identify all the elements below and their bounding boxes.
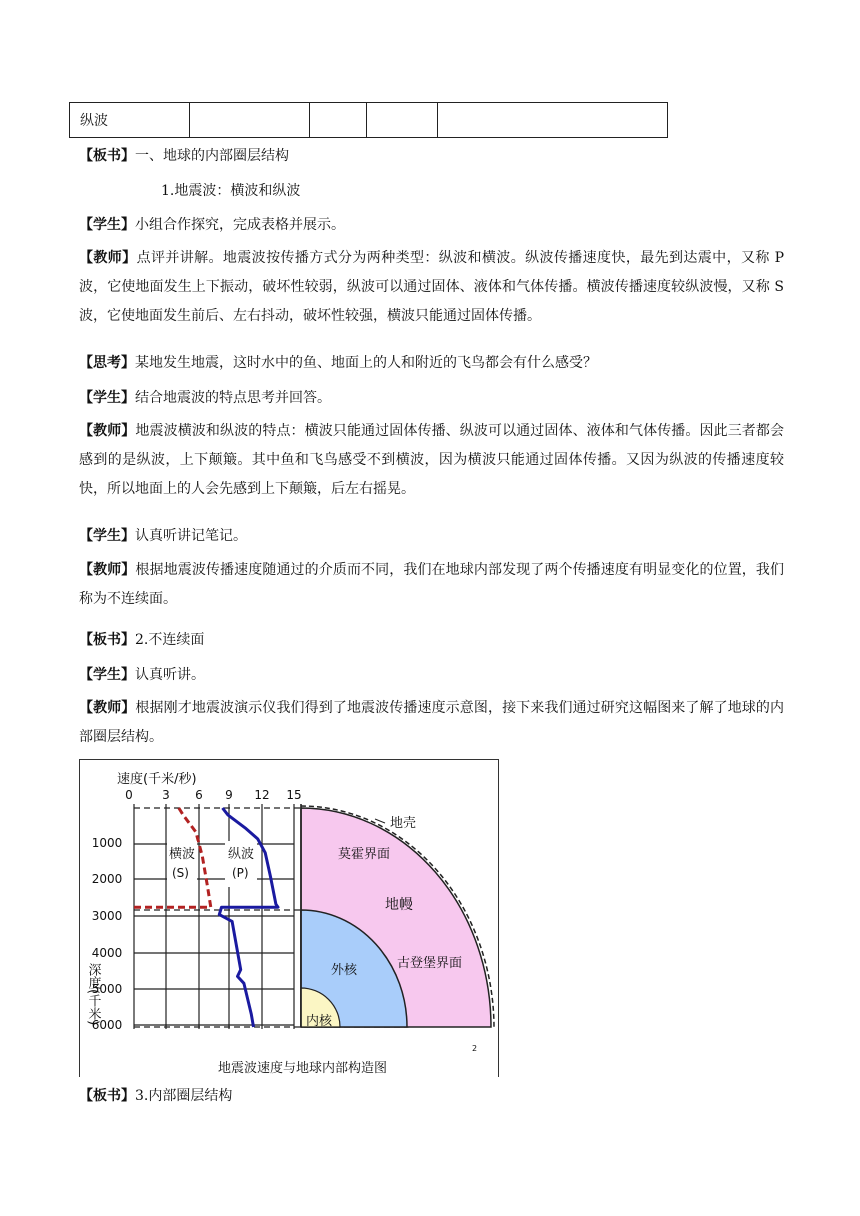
gutenberg-label: 古登堡界面: [397, 956, 463, 971]
line-text: 3.内部圈层结构: [135, 1088, 233, 1104]
p-wave-label: 纵波: [228, 847, 255, 862]
depth-tick: 3000: [91, 909, 123, 923]
student-line-1: [79, 215, 345, 235]
outer-core-label: 外核: [331, 963, 358, 978]
line-tag: 【教师】: [79, 250, 137, 266]
teacher-paragraph-4: [79, 694, 784, 752]
teacher-paragraph-2: [79, 417, 784, 504]
line-tag: 【学生】: [79, 667, 135, 683]
line-tag: 【思考】: [79, 355, 135, 371]
line-tag: 【教师】: [79, 700, 136, 716]
depth-tick: 2000: [91, 872, 123, 886]
line-tag: 【学生】: [79, 528, 135, 544]
line-tag: 【板书】: [79, 148, 135, 164]
depth-tick: 6000: [91, 1018, 123, 1032]
speed-tick: 0: [125, 788, 133, 802]
table-cell-label: 纵波: [70, 103, 190, 138]
table-cell: [438, 103, 668, 138]
speed-tick: 12: [254, 788, 270, 802]
line-tag: 【板书】: [79, 1088, 135, 1104]
line-text: 2.不连续面: [135, 632, 205, 648]
speed-axis-label: 速度(千米/秒): [117, 772, 197, 787]
depth-tick: 5000: [91, 982, 123, 996]
student-line-3: [79, 526, 247, 546]
line-tag: 【板书】: [79, 632, 135, 648]
figure-caption: 地震波速度与地球内部构造图: [218, 1061, 388, 1076]
line-text: 结合地震波的特点思考并回答。: [135, 390, 331, 406]
student-line-4: [79, 665, 205, 685]
s-wave-label: 横波: [169, 847, 196, 862]
table-cell: [367, 103, 438, 138]
table-cell: [310, 103, 367, 138]
crust-label: 地壳: [390, 816, 417, 831]
mantle-label: 地幔: [385, 897, 413, 913]
p-wave-sub: (P): [232, 866, 249, 880]
board-line-2: [161, 181, 300, 201]
speed-tick: 15: [286, 788, 302, 802]
figure-page-mark: 2: [472, 1044, 478, 1053]
line-text: 认真听讲。: [135, 667, 205, 683]
s-wave-sub: (S): [172, 866, 189, 880]
depth-axis-label: 深度(千米): [85, 963, 101, 1026]
line-text: 1.地震波：横波和纵波: [161, 183, 301, 199]
depth-tick: 1000: [91, 836, 123, 850]
teacher-paragraph-1: [79, 244, 784, 331]
think-line: [79, 353, 597, 373]
seismic-wave-figure: [79, 759, 499, 1077]
board-line-3: [79, 630, 204, 650]
line-text: 地震波横波和纵波的特点：横波只能通过固体传播、纵波可以通过固体、液体和气体传播。因此三者都会感到的是纵波，上下颠簸。其中鱼和飞鸟感受不到横波，因为横波只能通过固体传播。又因为纵波的传播速度较快，所以地面上的人会先感到上下颠簸，后左右摇晃。: [79, 423, 785, 497]
line-tag: 【教师】: [79, 562, 136, 578]
board-line-4: [79, 1086, 232, 1106]
line-text: 认真听讲记笔记。: [135, 528, 247, 544]
moho-label: 莫霍界面: [338, 847, 391, 862]
teacher-paragraph-3: [79, 556, 784, 614]
line-text: 点评并讲解。地震波按传播方式分为两种类型：纵波和横波。纵波传播速度快，最先到达震中，又称 P 波，它使地面发生上下振动，破坏性较弱，纵波可以通过固体、液体和气体传播。横波传播速度较纵波慢，又称 S 波，它使地面发生前后、左右抖动，破坏性较强，横波只能通过固体传播。: [79, 250, 784, 324]
line-text: 某地发生地震，这时水中的鱼、地面上的人和附近的飞鸟都会有什么感受？: [135, 355, 597, 371]
inner-core-label: 内核: [306, 1014, 333, 1029]
line-text: 根据地震波传播速度随通过的介质而不同，我们在地球内部发现了两个传播速度有明显变化的位置，我们称为不连续面。: [79, 562, 785, 607]
line-tag: 【教师】: [79, 423, 136, 439]
speed-tick: 3: [162, 788, 170, 802]
board-line-1: [79, 146, 289, 166]
line-text: 小组合作探究，完成表格并展示。: [135, 217, 345, 233]
table-cell: [190, 103, 310, 138]
line-text: 根据刚才地震波演示仪我们得到了地震波传播速度示意图，接下来我们通过研究这幅图来了解了地球的内部圈层结构。: [79, 700, 785, 745]
seismic-wave-svg: [79, 759, 499, 1077]
line-tag: 【学生】: [79, 217, 135, 233]
wave-table: [69, 102, 668, 138]
table-row: [70, 103, 668, 138]
speed-tick: 9: [225, 788, 233, 802]
speed-tick: 6: [195, 788, 203, 802]
depth-tick: 4000: [91, 946, 123, 960]
student-line-2: [79, 388, 331, 408]
line-text: 一、地球的内部圈层结构: [135, 148, 289, 164]
line-tag: 【学生】: [79, 390, 135, 406]
